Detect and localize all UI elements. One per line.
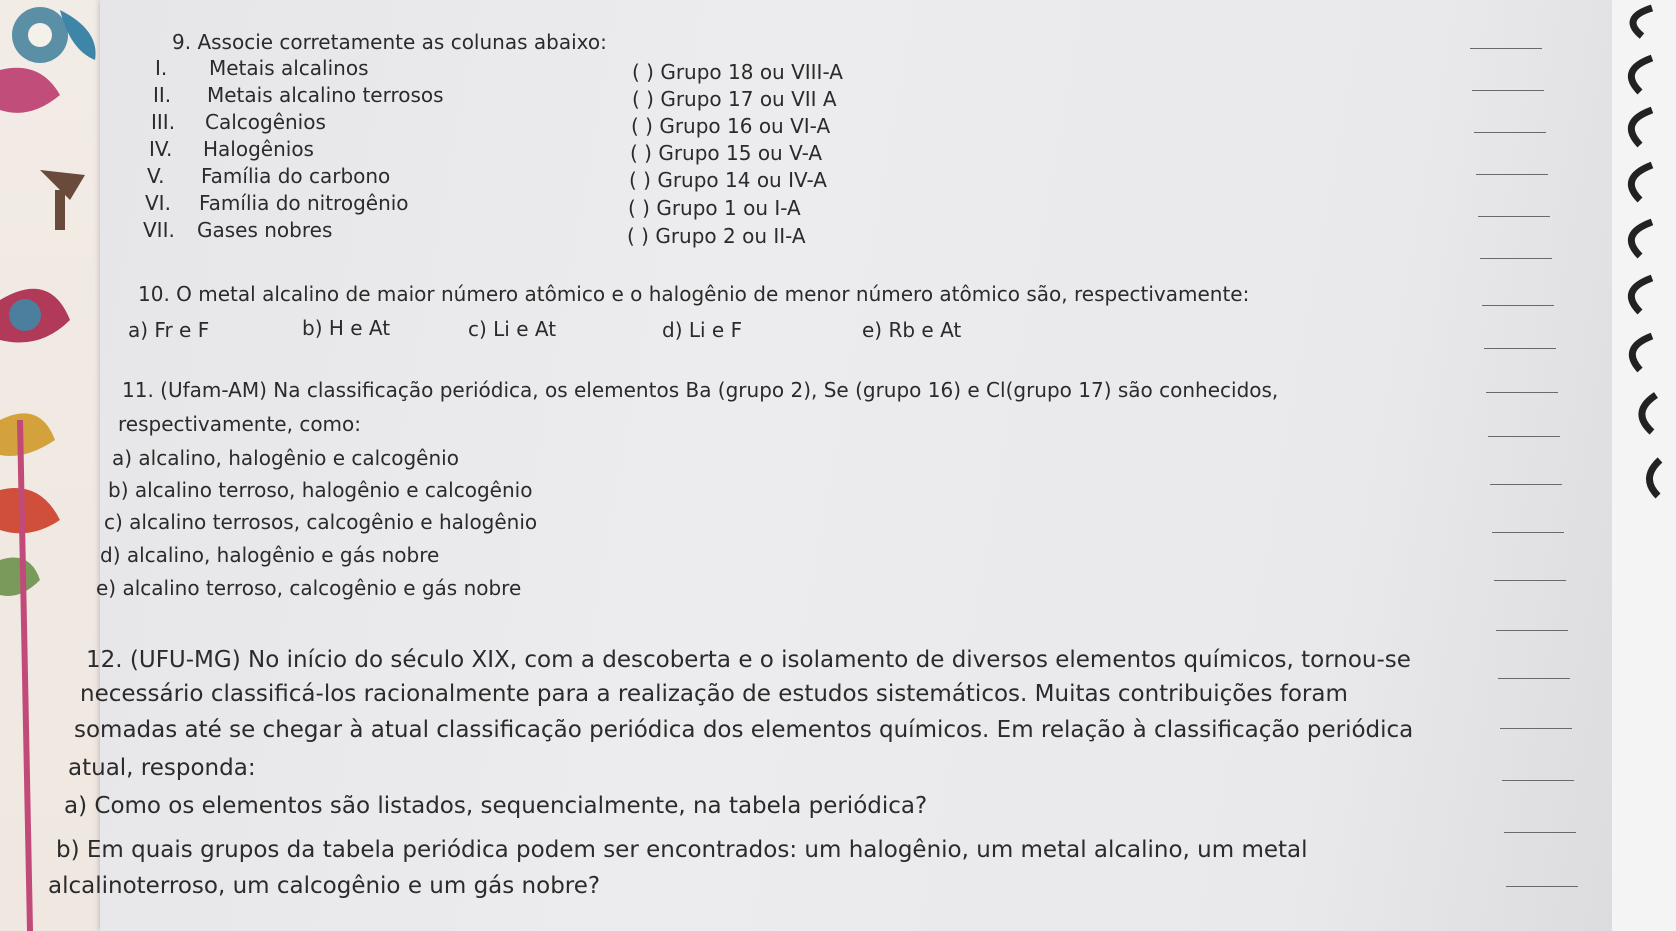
margin-line [1482, 305, 1554, 306]
margin-line [1474, 132, 1546, 133]
question-12-item-b-cont: alcalinoterroso, um calcogênio e um gás nobre? [48, 873, 601, 899]
margin-line [1490, 484, 1562, 485]
q10-option-b: b) H e At [302, 316, 391, 340]
q9-left-item: V. Família do carbono [147, 164, 391, 188]
margin-line [1496, 630, 1568, 631]
q9-left-item: VI. Família do nitrogênio [145, 191, 409, 215]
margin-line [1492, 532, 1564, 533]
notebook-spiral-right [1612, 0, 1676, 931]
q9-left-item: II. Metais alcalino terrosos [153, 83, 444, 107]
q9-right-item: ( ) Grupo 15 ou V-A [630, 141, 823, 165]
q9-right-item: ( ) Grupo 18 ou VIII-A [632, 60, 843, 84]
question-12-line-2: necessário classificá-los racionalmente para a realização de estudos sistemáticos. Muitas contribuições foram [80, 681, 1348, 707]
q9-right-item: ( ) Grupo 1 ou I-A [628, 196, 801, 220]
question-12-line-3: somadas até se chegar à atual classificação periódica dos elementos químicos. Em relação à classificação periódica [74, 717, 1414, 743]
question-12-line-4: atual, responda: [68, 755, 256, 781]
margin-line [1480, 258, 1552, 259]
margin-line [1506, 886, 1578, 887]
margin-line [1478, 216, 1550, 217]
q9-left-item: I. Metais alcalinos [155, 56, 369, 80]
question-12-item-b: b) Em quais grupos da tabela periódica podem ser encontrados: um halogênio, um metal alcalino, um metal [56, 837, 1308, 863]
margin-line [1502, 780, 1574, 781]
q10-option-a: a) Fr e F [128, 318, 210, 342]
q11-option-a: a) alcalino, halogênio e calcogênio [112, 446, 459, 470]
q10-option-c: c) Li e At [468, 317, 557, 341]
question-10-title: 10. O metal alcalino de maior número atômico e o halogênio de menor número atômico são, respectivamente: [138, 282, 1250, 306]
question-11-title-cont: respectivamente, como: [118, 412, 362, 436]
q9-left-item: IV. Halogênios [149, 137, 314, 161]
q9-right-item: ( ) Grupo 16 ou VI-A [631, 114, 831, 138]
margin-line [1498, 678, 1570, 679]
margin-line [1488, 436, 1560, 437]
margin-line [1486, 392, 1558, 393]
margin-line [1494, 580, 1566, 581]
margin-line [1476, 174, 1548, 175]
q9-left-item: III. Calcogênios [151, 110, 326, 134]
q9-left-item: VII. Gases nobres [143, 218, 333, 242]
question-12-line-1: 12. (UFU-MG) No início do século XIX, com a descoberta e o isolamento de diversos elementos químicos, tornou-se [86, 647, 1411, 673]
q10-option-e: e) Rb e At [862, 318, 962, 342]
worksheet-page [48, 0, 1620, 931]
margin-line [1484, 348, 1556, 349]
q9-right-item: ( ) Grupo 2 ou II-A [627, 224, 806, 248]
question-9-title: 9. Associe corretamente as colunas abaixo: [172, 30, 607, 54]
question-11-title: 11. (Ufam-AM) Na classificação periódica, os elementos Ba (grupo 2), Se (grupo 16) e Cl(grupo 17) são conhecidos, [122, 378, 1279, 402]
spiral-binding-icon [1612, 0, 1676, 931]
margin-line [1472, 90, 1544, 91]
margin-line [1470, 48, 1542, 49]
q9-right-item: ( ) Grupo 17 ou VII A [632, 87, 837, 111]
margin-line [1504, 832, 1576, 833]
q10-option-d: d) Li e F [662, 318, 743, 342]
margin-line [1500, 728, 1572, 729]
q11-option-d: d) alcalino, halogênio e gás nobre [100, 543, 440, 567]
question-12-item-a: a) Como os elementos são listados, sequencialmente, na tabela periódica? [64, 793, 928, 819]
q11-option-e: e) alcalino terroso, calcogênio e gás nobre [96, 576, 522, 600]
q11-option-c: c) alcalino terrosos, calcogênio e halogênio [104, 510, 538, 534]
q9-right-item: ( ) Grupo 14 ou IV-A [629, 168, 827, 192]
q11-option-b: b) alcalino terroso, halogênio e calcogênio [108, 478, 533, 502]
